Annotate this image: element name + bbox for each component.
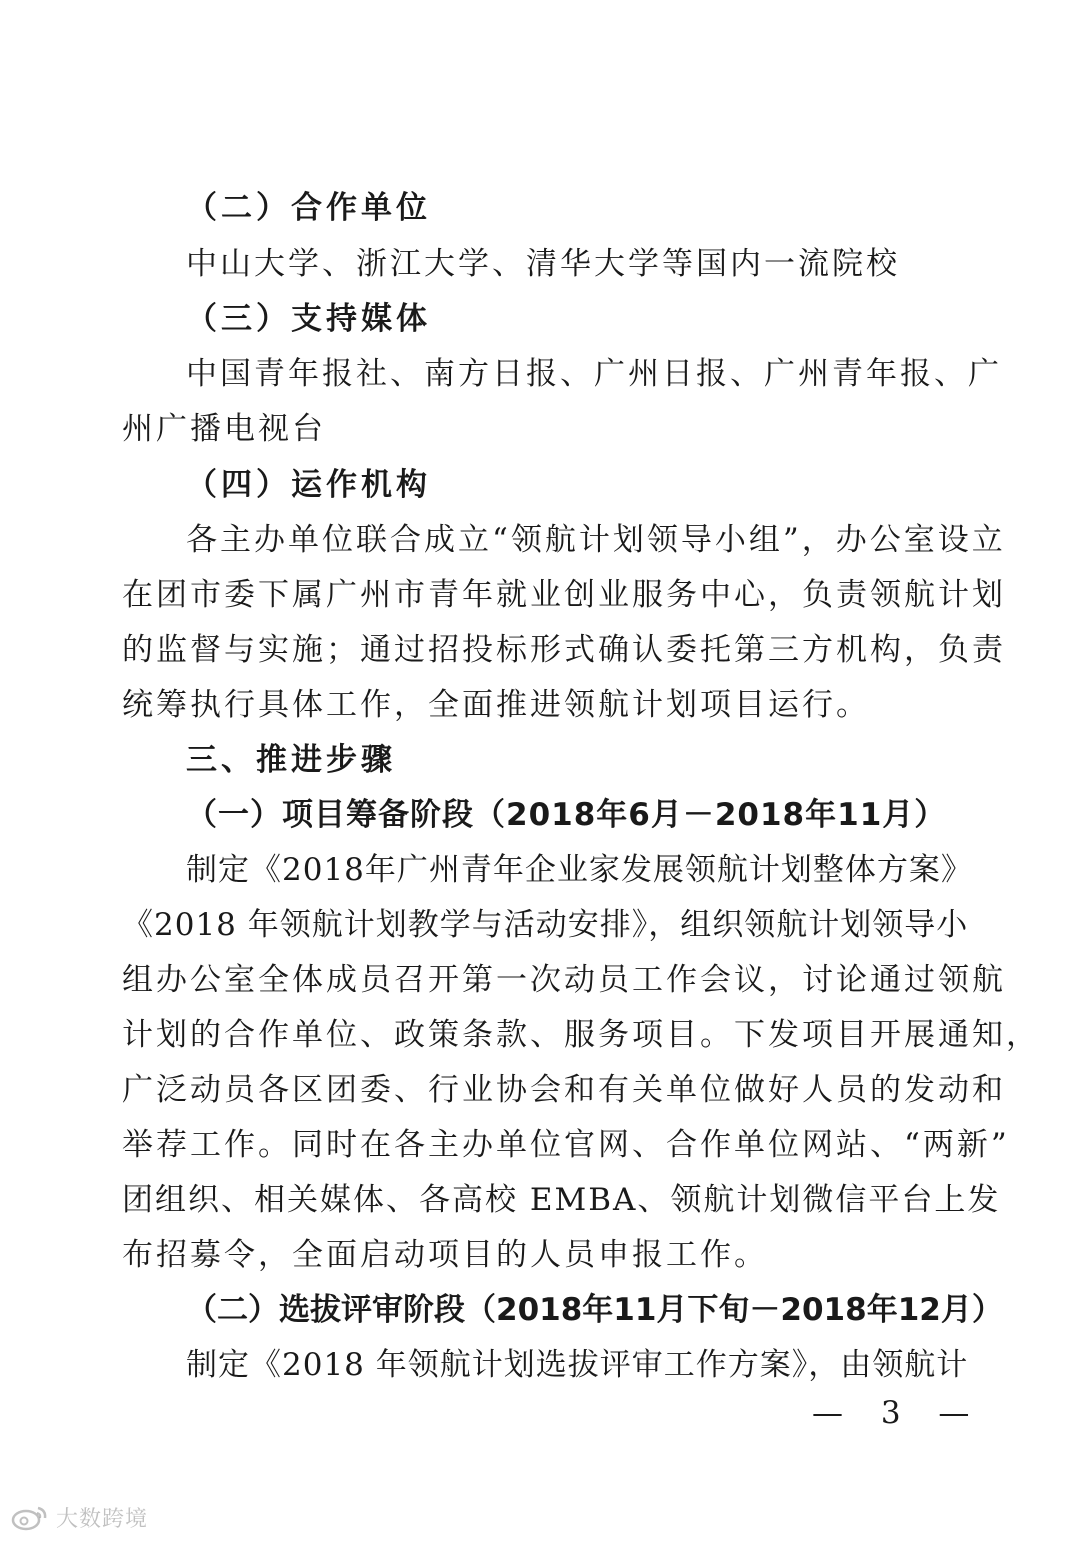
chapter-heading-steps: 三、推进步骤 [186, 742, 396, 778]
weibo-logo-icon [10, 1504, 50, 1532]
paragraph-line: 州广播电视台 [122, 411, 326, 447]
paragraph-line: 举荐工作。同时在各主办单位官网、合作单位网站、“两新” [122, 1127, 1010, 1163]
paragraph-line: 计划的合作单位、政策条款、服务项目。下发项目开展通知， [122, 1017, 1040, 1053]
section-heading-selection: （二）选拔评审阶段（2018年11月下旬－2018年12月） [186, 1292, 1003, 1328]
paragraph-line: 制定《2018年广州青年企业家发展领航计划整体方案》 [186, 852, 973, 888]
paragraph-line: 广泛动员各区团委、行业协会和有关单位做好人员的发动和 [122, 1072, 1006, 1108]
watermark [10, 1502, 148, 1533]
paragraph-line: 团组织、相关媒体、各高校 EMBA、领航计划微信平台上发 [122, 1182, 1001, 1218]
section-heading-media: （三）支持媒体 [186, 301, 431, 337]
paragraph-line: 中国青年报社、南方日报、广州日报、广州青年报、广 [186, 356, 1002, 392]
paragraph-line: 《2018 年领航计划教学与活动安排》，组织领航计划领导小 [122, 907, 969, 943]
paragraph-line: 统筹执行具体工作，全面推进领航计划项目运行。 [122, 687, 870, 723]
watermark-text: 大数跨境 [56, 1507, 149, 1532]
page-number: — 3 — [812, 1395, 984, 1431]
paragraph-line: 中山大学、浙江大学、清华大学等国内一流院校 [186, 246, 900, 282]
section-heading-operation: （四）运作机构 [186, 467, 431, 503]
paragraph-line: 在团市委下属广州市青年就业创业服务中心，负责领航计划 [122, 577, 1006, 613]
paragraph-line: 组办公室全体成员召开第一次动员工作会议，讨论通过领航 [122, 962, 1006, 998]
paragraph-line: 制定《2018 年领航计划选拔评审工作方案》，由领航计 [186, 1347, 969, 1383]
paragraph-line: 各主办单位联合成立“领航计划领导小组”，办公室设立 [186, 522, 1006, 558]
section-heading-preparation: （一）项目筹备阶段（2018年6月－2018年11月） [186, 797, 947, 833]
section-heading-cooperation: （二）合作单位 [186, 190, 431, 226]
paragraph-line: 布招募令，全面启动项目的人员申报工作。 [122, 1237, 768, 1273]
paragraph-line: 的监督与实施；通过招投标形式确认委托第三方机构，负责 [122, 632, 1006, 668]
